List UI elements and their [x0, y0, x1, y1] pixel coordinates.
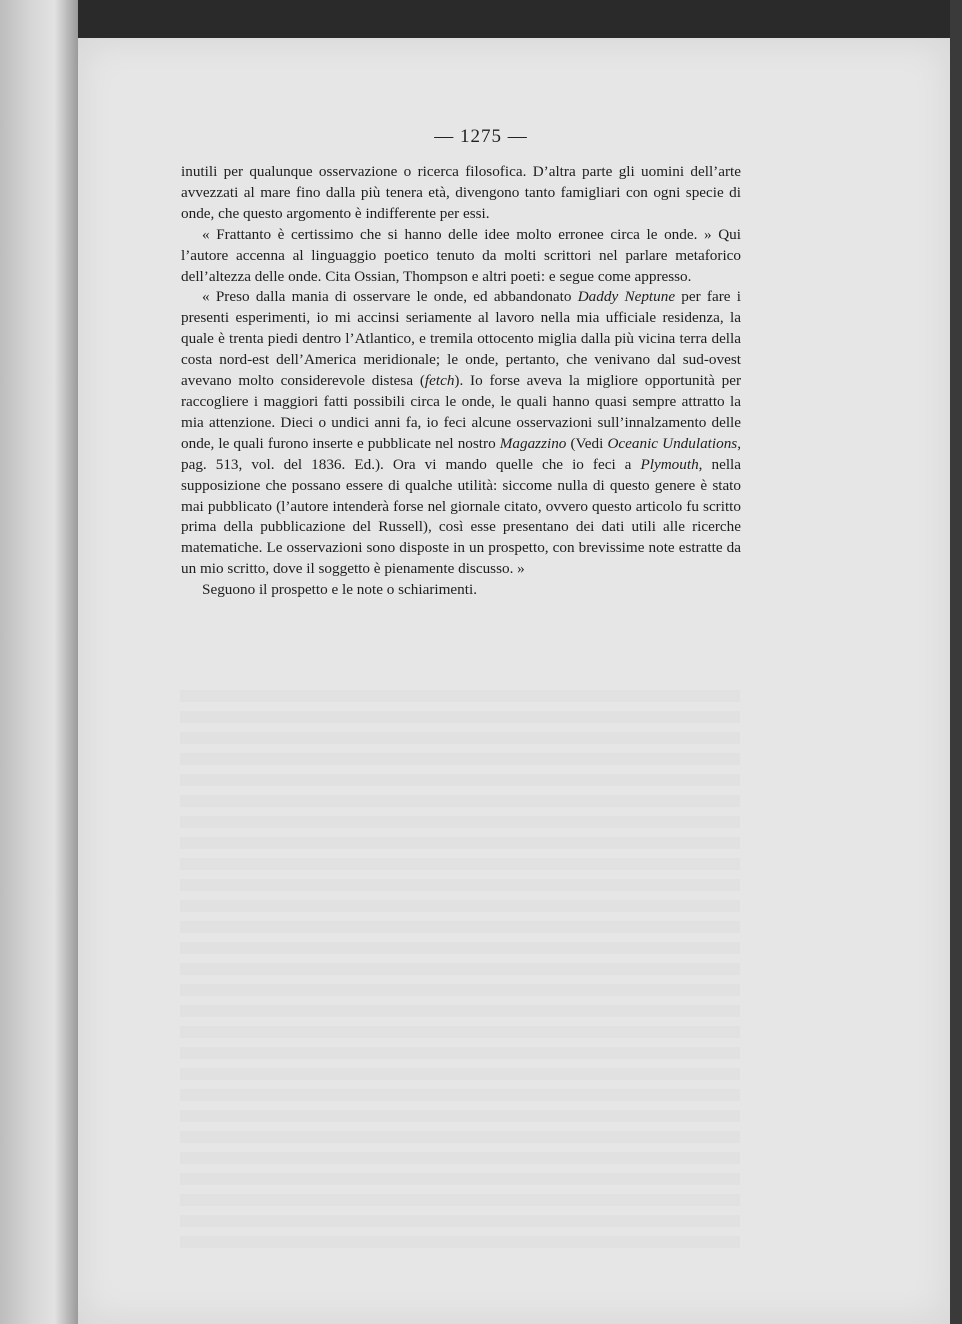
italic-text: fetch	[424, 372, 455, 390]
text-run: « Preso dalla mania di osservare le onde, ed abbandonato	[202, 288, 578, 306]
text-run: , pag. 513, vol. del 1836. Ed.). Ora vi mando quelle che io feci a	[181, 434, 741, 473]
text-run: (Vedi	[566, 434, 608, 452]
paragraph-p1	[181, 162, 741, 225]
text-run: per fare i presenti esperimenti, io mi accinsi seriamente al lavoro nella mia ufficiale residenza, la quale è trenta piedi dentro l’Atlantico, e tremila ottocento miglia dalla più vicina terra della costa nord-est dell’America meridionale; le onde, pertanto, che venivano dal sud-ovest avevano molto considerevole distesa (	[181, 288, 741, 390]
paragraph-p4	[181, 580, 741, 601]
text-run: , nella supposizione che possano essere di qualche utilità: siccome nulla di questo genere è stato mai pubblicato (l’autore intenderà forse nel giornale citato, ovvero questo articolo fu scritto prima della pubblicazione del Russell), così esse presentano dei dati utili alle ricerche matematiche. Le osservazioni sono disposte in un prospetto, con brevissime note estratte da un mio scritto, dove il soggetto è pienamente discusso. »	[181, 455, 742, 578]
bleed-through-texture	[180, 690, 740, 1250]
text-run: Seguono il prospetto e le note o schiarimenti.	[202, 581, 478, 599]
paragraph-p3	[181, 287, 741, 580]
scan-right-border	[950, 0, 962, 1324]
paragraph-p2	[181, 225, 741, 288]
text-run: ). Io forse aveva la migliore opportunità per raccogliere i maggiori fatti possibili circa le onde, le quali hanno quasi sempre attratto la mia attenzione. Dieci o undici anni fa, io feci alcune osservazioni sull’innalzamento delle onde, le quali furono inserte e pubblicate nel nostro	[181, 372, 741, 452]
facing-page-edge	[0, 0, 78, 1324]
italic-text: Magazzino	[499, 434, 567, 452]
text-run: inutili per qualunque osservazione o ricerca filosofica. D’altra parte gli uomini dell’arte avvezzati al mare fino dalla più tenera età, divengono tanto famigliari con ogni specie di onde, che questo argomento è indifferente per essi.	[181, 163, 741, 222]
italic-text: Plymouth	[640, 455, 699, 473]
italic-text: Oceanic Undulations	[607, 434, 738, 452]
page-body-text	[181, 162, 741, 601]
italic-text: Daddy Neptune	[577, 288, 676, 306]
scan-top-border	[0, 0, 962, 40]
page-number: — 1275 —	[434, 126, 528, 147]
text-run: « Frattanto è certissimo che si hanno delle idee molto erronee circa le onde. » Qui l’autore accenna al linguaggio poetico tenuto da molti scrittori nel parlare metaforico dell’altezza delle onde. Cita Ossian, Thompson e altri poeti: e segue come appresso.	[181, 225, 741, 285]
